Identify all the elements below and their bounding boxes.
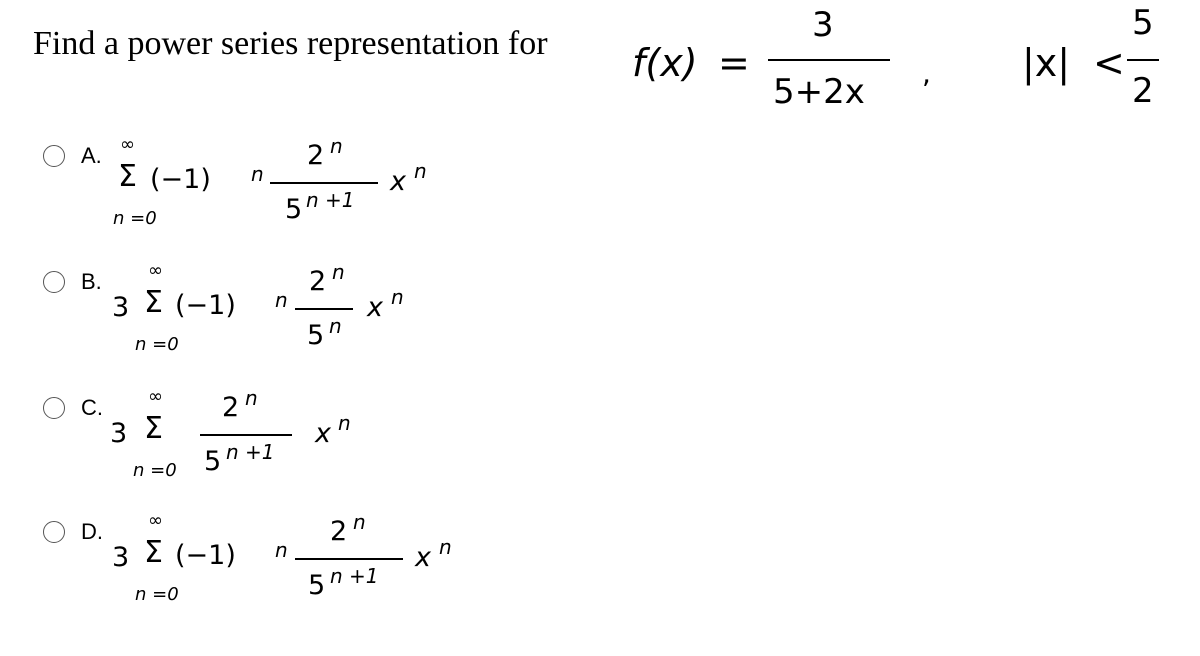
sign-term: (−1) (175, 540, 236, 571)
coefficient: 3 (112, 292, 130, 323)
sigma-symbol: Σ (118, 159, 137, 194)
condition-fraction-bar (1127, 59, 1159, 61)
sign-exponent: n (251, 162, 264, 186)
denominator-base: 5 (307, 320, 325, 351)
sign-exponent: n (275, 538, 288, 562)
condition-numerator: 5 (1132, 3, 1154, 43)
fraction-bar (295, 558, 403, 560)
option-b[interactable] (0, 256, 700, 366)
sum-lower-limit: n =0 (135, 334, 179, 355)
fraction-numerator: 3 (812, 5, 834, 45)
sum-upper-limit: ∞ (148, 510, 163, 531)
condition-denominator: 2 (1132, 71, 1154, 111)
denominator-exponent: n +1 (330, 564, 379, 588)
numerator-base: 2 (309, 266, 327, 297)
numerator-exponent: n (353, 510, 366, 534)
option-letter: B. (81, 269, 102, 294)
denominator-base: 5 (204, 446, 222, 477)
fraction-denominator: 5+2x (773, 72, 865, 112)
option-a[interactable] (0, 130, 700, 240)
denominator-exponent: n +1 (226, 440, 275, 464)
function-expression (0, 0, 1200, 120)
coefficient: 3 (110, 418, 128, 449)
denominator-exponent: n (329, 314, 342, 338)
sum-upper-limit: ∞ (148, 260, 163, 281)
variable-exponent: n (338, 411, 351, 435)
variable-exponent: n (414, 159, 427, 183)
denominator-exponent: n +1 (306, 188, 355, 212)
fraction-bar (200, 434, 292, 436)
option-letter: A. (81, 143, 102, 168)
sum-upper-limit: ∞ (148, 386, 163, 407)
question-text: Find a power series representation for (33, 25, 548, 62)
radio-option-d[interactable] (43, 521, 65, 543)
option-d[interactable] (0, 506, 700, 616)
variable-exponent: n (391, 285, 404, 309)
sum-lower-limit: n =0 (113, 208, 157, 229)
sign-term: (−1) (175, 290, 236, 321)
variable: x (390, 166, 406, 197)
variable: x (315, 418, 331, 449)
function-label: f(x) (632, 41, 698, 85)
radio-option-c[interactable] (43, 397, 65, 419)
option-c[interactable] (0, 382, 700, 492)
numerator-exponent: n (330, 134, 343, 158)
sign-exponent: n (275, 288, 288, 312)
denominator-base: 5 (285, 194, 303, 225)
fraction-bar (295, 308, 353, 310)
radio-option-b[interactable] (43, 271, 65, 293)
equals-sign: = (718, 41, 750, 85)
variable: x (367, 292, 383, 323)
numerator-exponent: n (332, 260, 345, 284)
radio-option-a[interactable] (43, 145, 65, 167)
sum-lower-limit: n =0 (133, 460, 177, 481)
sigma-symbol: Σ (144, 285, 163, 320)
sigma-symbol: Σ (144, 535, 163, 570)
numerator-exponent: n (245, 386, 258, 410)
numerator-base: 2 (222, 392, 240, 423)
sum-upper-limit: ∞ (120, 134, 135, 155)
denominator-base: 5 (308, 570, 326, 601)
numerator-base: 2 (307, 140, 325, 171)
coefficient: 3 (112, 542, 130, 573)
numerator-base: 2 (330, 516, 348, 547)
comma: , (922, 57, 931, 90)
option-letter: C. (81, 395, 103, 420)
sigma-symbol: Σ (144, 411, 163, 446)
option-letter: D. (81, 519, 103, 544)
condition-lhs: |x| (1022, 41, 1071, 85)
variable: x (415, 542, 431, 573)
sum-lower-limit: n =0 (135, 584, 179, 605)
variable-exponent: n (439, 535, 452, 559)
sign-term: (−1) (150, 164, 211, 195)
fraction-bar (768, 59, 890, 61)
condition-operator: < (1093, 41, 1125, 85)
fraction-bar (270, 182, 378, 184)
